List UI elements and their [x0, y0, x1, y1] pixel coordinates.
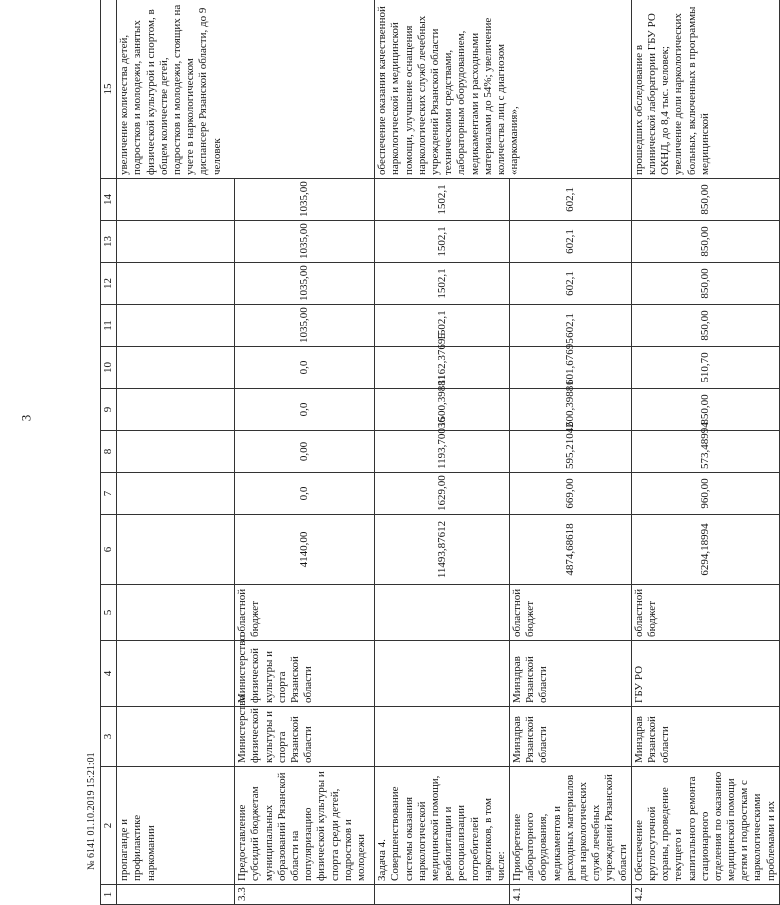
cell-value: 850,00	[631, 389, 779, 431]
cell-index: 4.2	[631, 885, 779, 905]
cell-value: 1500,39881	[375, 389, 510, 431]
cell-value: 1502,1	[375, 263, 510, 305]
page-number: 3	[18, 414, 34, 422]
cell-value: 1502,1	[375, 221, 510, 263]
header-cell: 9	[101, 389, 117, 431]
registration-stamp: № 6141 01.10.2019 15:21:01	[86, 752, 97, 870]
cell-executor	[375, 641, 510, 707]
header-cell: 5	[101, 585, 117, 641]
cell-value: 573,48994	[631, 431, 779, 473]
header-cell: 4	[101, 641, 117, 707]
cell-value: 1035,00	[235, 263, 375, 305]
cell-value: 0,00	[235, 431, 375, 473]
cell-value: 601,67695	[510, 347, 632, 389]
cell-value: 669,00	[510, 473, 632, 515]
cell-value: 1502,1	[375, 179, 510, 221]
cell-value: 850,00	[631, 179, 779, 221]
cell-value	[117, 263, 235, 305]
cell-source: областной бюджет	[631, 585, 779, 641]
cell-value: 11493,87612	[375, 515, 510, 585]
cell-executor: Министерство физической культуры и спорта Рязанской области	[235, 641, 375, 707]
cell-name: Обеспечение круглосуточной охраны, проведение текущего и капитального ремонта стационарного отделения по оказанию медицинской помощи детям и подросткам с наркологическими проблемами и их	[631, 767, 779, 885]
header-cell: 15	[101, 0, 117, 179]
cell-value: 4140,00	[235, 515, 375, 585]
program-table	[100, 0, 780, 905]
cell-value	[117, 347, 235, 389]
cell-source: областной бюджет	[510, 585, 632, 641]
cell-value: 1035,00	[235, 179, 375, 221]
cell-value: 602,1	[510, 221, 632, 263]
cell-name: Задача 4. Совершенствование системы оказания наркологической медицинской помощи, реабилитации и ресоциализации потребителей наркотиков, в том числе:	[375, 767, 510, 885]
cell-value: 1035,00	[235, 221, 375, 263]
cell-value: 850,00	[631, 305, 779, 347]
table-row	[117, 0, 235, 905]
cell-index	[117, 885, 235, 905]
cell-value: 1629,00	[375, 473, 510, 515]
cell-name: пропаганде и профилактике наркомании	[117, 767, 235, 885]
header-cell: 3	[101, 707, 117, 767]
cell-value: 602,1	[510, 179, 632, 221]
cell-index	[375, 885, 510, 905]
cell-value	[117, 515, 235, 585]
cell-value: 6294,18994	[631, 515, 779, 585]
cell-result: увеличение количества детей, подростков и молодежи, занятых физической культурой и спортом, в общем количестве детей, подростков и молодежи, стоящих на учете в наркологическом диспансере Рязанской области, до 9 человек	[117, 0, 375, 179]
cell-name: Предоставление субсидий бюджетам муниципальных образований Рязанской области на популяризацию физической культуры и спорта среди детей, подростков и молодежи	[235, 767, 375, 885]
cell-source	[117, 585, 235, 641]
cell-value: 0,0	[235, 473, 375, 515]
cell-value: 1502,1	[375, 305, 510, 347]
cell-value	[117, 305, 235, 347]
cell-executor: ГБУ РО	[631, 641, 779, 707]
cell-name: Приобретение лабораторного оборудования, медикаментов и расходных материалов для наркологических служб лечебных учреждений Рязанской области	[510, 767, 632, 885]
cell-value: 600,39881	[510, 389, 632, 431]
cell-value: 510,70	[631, 347, 779, 389]
rotated-document-table	[100, 0, 777, 905]
cell-result: обеспечение оказания качественной наркологической и медицинской помощи, улучшение оснащения наркологических служб лечебных учреждений Рязанской области техническими средствами, лабораторным оборудованием, медикаментами и расходными материалами до 54%; увеличение количества лиц с диагнозом «наркомания»,	[375, 0, 632, 179]
header-cell: 6	[101, 515, 117, 585]
table-row	[375, 0, 510, 905]
cell-value	[117, 389, 235, 431]
cell-value	[117, 179, 235, 221]
header-cell: 12	[101, 263, 117, 305]
header-row	[101, 0, 117, 905]
cell-responsible	[117, 707, 235, 767]
cell-executor	[117, 641, 235, 707]
cell-source: областной бюджет	[235, 585, 375, 641]
header-cell: 13	[101, 221, 117, 263]
cell-responsible	[375, 707, 510, 767]
cell-value: 602,1	[510, 305, 632, 347]
cell-value: 960,00	[631, 473, 779, 515]
cell-value: 1035,00	[235, 305, 375, 347]
table-row	[631, 0, 779, 905]
cell-value: 602,1	[510, 263, 632, 305]
header-cell: 11	[101, 305, 117, 347]
header-cell: 2	[101, 767, 117, 885]
header-cell: 1	[101, 885, 117, 905]
cell-value: 1162,37695	[375, 347, 510, 389]
cell-value: 850,00	[631, 221, 779, 263]
cell-value	[117, 431, 235, 473]
cell-responsible: Минздрав Рязанской области	[631, 707, 779, 767]
cell-value	[117, 473, 235, 515]
cell-value: 0,0	[235, 389, 375, 431]
cell-value: 1193,70036	[375, 431, 510, 473]
cell-responsible: Минздрав Рязанской области	[510, 707, 632, 767]
cell-value: 595,21042	[510, 431, 632, 473]
cell-value: 0,0	[235, 347, 375, 389]
header-cell: 14	[101, 179, 117, 221]
cell-index: 3.3	[235, 885, 375, 905]
cell-responsible: Министерство физической культуры и спорта Рязанской области	[235, 707, 375, 767]
cell-source	[375, 585, 510, 641]
header-cell: 7	[101, 473, 117, 515]
cell-value: 4874,68618	[510, 515, 632, 585]
cell-value: 850,00	[631, 263, 779, 305]
header-cell: 8	[101, 431, 117, 473]
cell-value	[117, 221, 235, 263]
cell-executor: Минздрав Рязанской области	[510, 641, 632, 707]
cell-result: прошедших обследование в клинической лаборатории ГБУ РО ОКНД, до 8,4 тыс. человек; увеличение доли наркологических больных, включенных в программы медицинской	[631, 0, 779, 179]
cell-index: 4.1	[510, 885, 632, 905]
header-cell: 10	[101, 347, 117, 389]
